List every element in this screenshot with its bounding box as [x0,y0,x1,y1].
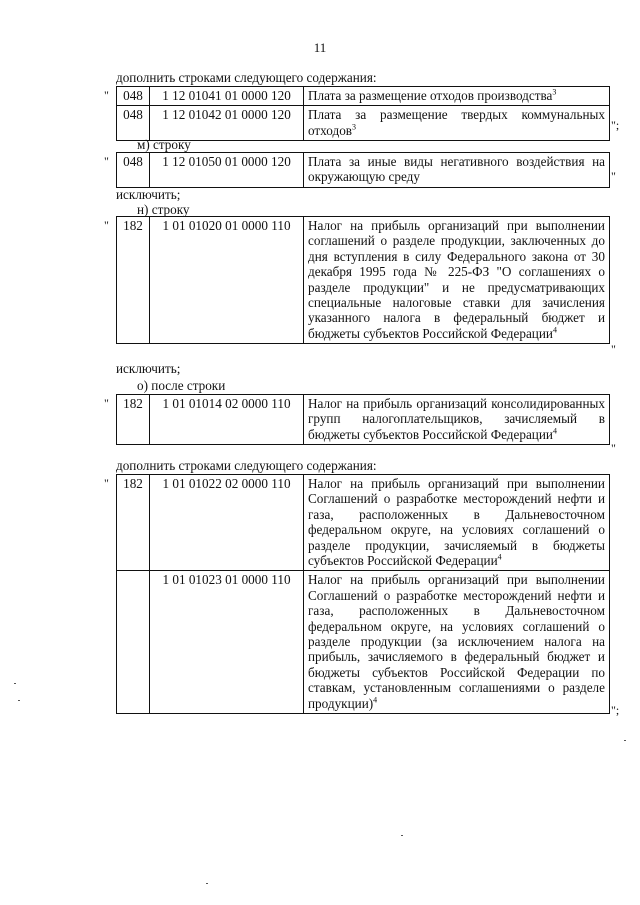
revenue-name [304,106,610,141]
revenue-text: Налог на прибыль организаций консолидированных групп налогоплательщиков, зачисляемый в бюджеты субъектов Российской Федерации [308,396,605,442]
revenue-text: Плата за иные виды негативного воздействия на окружающую среду [308,154,605,185]
revenue-text: Плата за размещение отходов производства [308,88,553,103]
footnote-mark: 3 [352,122,357,132]
instruction-exclude-1: исключить; [116,187,181,202]
admin-code: 182 [117,395,150,445]
scan-speck [14,683,16,684]
table-block-3 [116,216,610,344]
footnote-mark: 4 [497,552,502,562]
scan-speck [206,883,208,884]
revenue-name [304,475,610,571]
close-quote: " [611,169,616,183]
table-block-5 [116,474,610,714]
revenue-text: Налог на прибыль организаций при выполнении Соглашений о разработке месторождений нефти и газа, расположенных в Дальневосточном федеральном округе, на условиях соглашений о разделе продукции (за исключением налога на прибыль, зачисляемого в федеральный бюджет и бюджеты субъектов Российской Федерации по ставкам, установленным соглашениями о разделе продукции) [308,572,605,711]
kbk-code: 1 01 01022 02 0000 110 [150,475,304,571]
open-quote: " [104,476,109,490]
kbk-code: 1 01 01020 01 0000 110 [150,217,304,344]
table-row [117,475,610,571]
kbk-code: 1 12 01042 01 0000 120 [150,106,304,141]
close-quote: " [611,441,616,455]
table-row [117,153,610,188]
table-row [117,106,610,141]
admin-code: 182 [117,475,150,571]
page-number: 11 [313,40,327,55]
admin-code [117,571,150,714]
table-row [117,87,610,106]
kbk-code: 1 01 01023 01 0000 110 [150,571,304,714]
table-row [117,571,610,714]
instruction-exclude-2: исключить; [116,361,181,376]
admin-code: 048 [117,106,150,141]
table-block-1 [116,86,610,141]
kbk-code: 1 12 01041 01 0000 120 [150,87,304,106]
table-block-2 [116,152,610,188]
instruction-add-lines-1: дополнить строками следующего содержания: [116,70,377,85]
close-quote: " [611,342,616,356]
instruction-o-after: о) после строки [137,378,226,393]
revenue-name [304,87,610,106]
revenue-text: Плата за размещение твердых коммунальных отходов [308,107,605,138]
open-quote: " [104,154,109,168]
open-quote: " [104,218,109,232]
admin-code: 048 [117,87,150,106]
close-quote: "; [611,118,620,132]
table-row [117,395,610,445]
footnote-mark: 4 [373,695,378,705]
scan-speck [401,835,403,836]
instruction-add-lines-2: дополнить строками следующего содержания: [116,458,377,473]
admin-code: 048 [117,153,150,188]
kbk-code: 1 12 01050 01 0000 120 [150,153,304,188]
close-quote: "; [611,703,620,717]
kbk-code: 1 01 01014 02 0000 110 [150,395,304,445]
scan-speck [18,700,20,701]
revenue-text: Налог на прибыль организаций при выполнении соглашений о разделе продукции, заключенных до дня вступления в силу Федерального закона от 30 декабря 1995 года № 225-ФЗ "О соглашениях о разделе продукции" и не предусматривающих специальные налоговые ставки для зачисления указанного налога в федеральный бюджет и бюджеты субъектов Российской Федерации [308,218,605,341]
footnote-mark: 4 [552,325,557,335]
footnote-mark: 4 [552,426,557,436]
open-quote: " [104,396,109,410]
instruction-n-string: н) строку [137,202,190,217]
revenue-name [304,571,610,714]
revenue-name [304,153,610,188]
footnote-mark: 3 [552,87,557,97]
revenue-name [304,217,610,344]
scan-speck [624,740,626,741]
revenue-name [304,395,610,445]
table-row [117,217,610,344]
revenue-text: Налог на прибыль организаций при выполнении Соглашений о разработке месторождений нефти и газа, расположенных в Дальневосточном федеральном округе, на условиях соглашений о разделе продукции, зачисляемый в бюджеты субъектов Российской Федерации [308,476,605,569]
instruction-m-string: м) строку [137,137,191,152]
admin-code: 182 [117,217,150,344]
open-quote: " [104,88,109,102]
table-block-4 [116,394,610,445]
